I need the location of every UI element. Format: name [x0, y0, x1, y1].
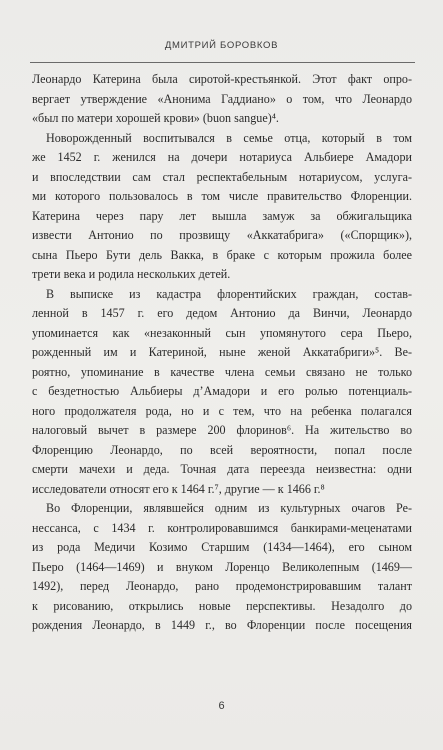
text-line: упоминается как «незаконный сын упомянутого сера Пьеро,	[32, 325, 412, 340]
text-line: ми которого пользовалось в том числе правительство Флоренции.	[32, 189, 412, 203]
text-line: роятно, упоминание в качестве члена семьи связано не только	[32, 364, 412, 379]
text-line: рожденный им и Катериной, ныне женой Аккатабриги»⁵. Ве-	[32, 345, 412, 359]
text-line: Пьеро (1464—1469) и внуком Лоренцо Великолепным (1469—	[32, 559, 412, 574]
text-line: налоговый вычет в размере 200 флоринов⁶. На жительство во	[32, 423, 412, 437]
text-line: В выписке из кадастра флорентийских граждан, состав-	[46, 286, 412, 301]
text-line: с бездетностью Альбиеры д’Амадори и его ролью потенциаль-	[32, 384, 412, 398]
text-line: рождения Леонардо, в 1449 г., во Флоренции после посещения	[32, 618, 412, 632]
text-line: Леонардо Катерина была сиротой-крестьянкой. Этот факт опро-	[32, 72, 412, 86]
text-line: нессанса, с 1434 г. контролировавшимся банкирами-меценатами	[32, 520, 412, 535]
page-number: 6	[218, 700, 225, 712]
text-line: извести Антонио по прозвищу «Аккатабрига» («Спорщик»),	[32, 228, 412, 242]
running-header: ДМИТРИЙ БОРОВКОВ	[164, 40, 279, 51]
text-line: Во Флоренции, являвшейся одним из культурных очагов Ре-	[46, 501, 412, 515]
text-line: «был по матери хорошей крови» (buon sangue)⁴.	[32, 111, 279, 125]
text-line: вергает утверждение «Анонима Гаддиано» о том, что Леонардо	[32, 91, 412, 106]
text-line: из рода Медичи Козимо Старшим (1434—1464), его сыном	[32, 540, 412, 554]
text-line: Флоренцию Леонардо, по всей вероятности, попал после	[32, 442, 412, 457]
text-line: Катерина через пару лет вышла замуж за обжигальщика	[32, 208, 412, 223]
header-rule	[30, 62, 415, 63]
text-line: и впоследствии сам стал респектабельным нотариусом, услуга-	[32, 169, 412, 184]
text-line: сына Пьеро Бути дель Вакка, в браке с которым прожила более	[32, 247, 412, 262]
body-text	[32, 70, 412, 636]
text-line: смерти мачехи и деда. Точная дата переезда неизвестна: одни	[32, 462, 412, 476]
text-line: же 1452 г. женился на дочери нотариуса Альбиере Амадори	[32, 150, 412, 164]
text-line: Новорожденный воспитывался в семье отца, который в том	[46, 130, 412, 145]
text-line: исследователи относят его к 1464 г.⁷, другие — к 1466 г.⁸	[32, 481, 325, 496]
text-line: ленной в 1457 г. его дедом Антонио да Винчи, Леонардо	[32, 306, 412, 320]
text-line: ного продолжателя рода, но и с тем, что на ребенка полагался	[32, 403, 412, 418]
text-line: 1492), перед Леонардо, рано продемонстрировавшим талант	[32, 579, 412, 593]
text-line: трети века и родила нескольких детей.	[32, 267, 231, 281]
text-line: к рисованию, открылись новые перспективы. Незадолго до	[32, 598, 412, 613]
